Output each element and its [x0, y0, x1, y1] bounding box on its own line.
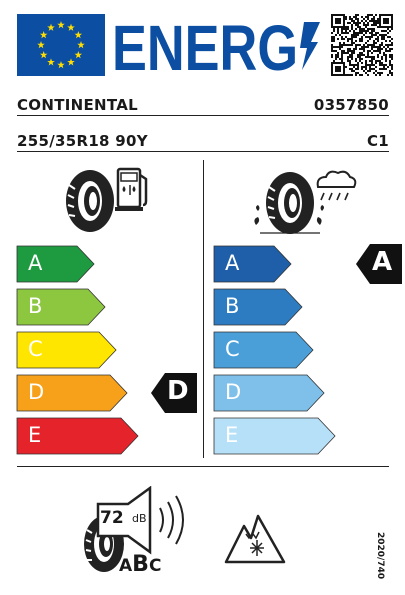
wet-bar-letter: C — [225, 337, 240, 361]
fuel-bar-letter: E — [28, 423, 42, 447]
fuel-rating-letter: D — [167, 376, 189, 406]
wet-bar-d — [214, 375, 323, 411]
fuel-bar-letter: A — [28, 251, 43, 275]
noise-class — [119, 552, 161, 577]
energy-logo — [112, 12, 322, 78]
wet-bar-letter: B — [225, 294, 240, 318]
size-row — [17, 132, 389, 150]
wet-bar-c — [214, 332, 312, 368]
brand-row — [17, 96, 389, 114]
fuel-bar-letter: C — [28, 337, 43, 361]
brand-name: CONTINENTAL — [17, 96, 139, 114]
noise-class-b: B — [132, 552, 149, 577]
tyre-size: 255/35R18 90Y — [17, 132, 148, 150]
qr-code-icon — [331, 14, 393, 76]
regulation-number: 2020/740 — [375, 532, 385, 580]
noise-class-a: A — [119, 556, 133, 576]
fuel-bar-d — [17, 375, 126, 411]
noise-unit: dB — [132, 512, 147, 525]
rain-cloud-tyre-icon — [250, 165, 360, 241]
three-peak-mountain-snowflake-icon — [224, 512, 286, 568]
column-divider — [203, 160, 204, 458]
wet-bar-letter: D — [225, 380, 242, 404]
fuel-bar-e — [17, 418, 137, 454]
fuel-bar-b — [17, 289, 104, 325]
wet-bar-a — [214, 246, 290, 282]
fuel-bar-c — [17, 332, 115, 368]
wet-bar-letter: E — [225, 423, 239, 447]
wet-bar-letter: A — [225, 251, 240, 275]
divider — [17, 115, 389, 116]
wet-rating-badge — [356, 244, 402, 284]
wet-bar-b — [214, 289, 301, 325]
fuel-rating-badge — [151, 373, 197, 413]
eu-flag-icon — [17, 14, 105, 76]
divider — [17, 151, 389, 152]
bolt-icon — [300, 22, 320, 70]
noise-value: 72 — [100, 508, 124, 528]
wet-bar-e — [214, 418, 334, 454]
article-number: 0357850 — [313, 96, 389, 114]
energy-logo-text: ENERG — [112, 12, 298, 78]
fuel-bar-letter: B — [28, 294, 43, 318]
fuel-bar-letter: D — [28, 380, 45, 404]
wet-rating-letter: A — [372, 247, 393, 277]
divider — [17, 466, 389, 467]
noise-class-c: C — [148, 556, 162, 576]
fuel-bar-a — [17, 246, 93, 282]
tyre-class: C1 — [366, 132, 389, 150]
fuel-pump-tyre-icon — [60, 165, 160, 237]
